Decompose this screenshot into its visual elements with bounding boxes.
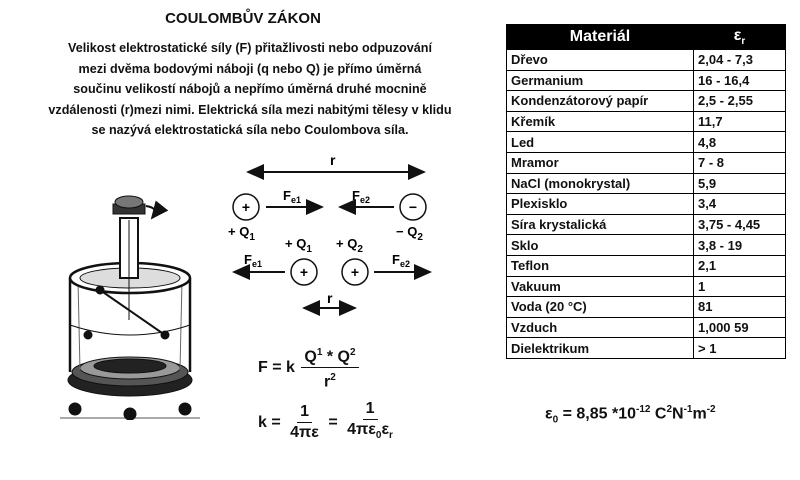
plus-sign: + xyxy=(241,199,251,215)
table-row: Dielektrikum > 1 xyxy=(507,338,786,359)
intro-line: mezi dvěma bodovými náboji (q nebo Q) je přímo úměrná xyxy=(78,61,422,76)
formula-fraction-2: $\frac{1}{4\pi\varepsilon_0\varepsilon_r}$ xyxy=(347,400,393,442)
table-row: Sklo 3,8 - 19 xyxy=(507,235,786,256)
charge-positive-top xyxy=(233,194,259,220)
table-row: Voda (20 °C) 81 xyxy=(507,297,786,318)
table-row: Vakuum 1 xyxy=(507,276,786,297)
q1-label-top: + $Q_1$ xyxy=(228,224,255,243)
force-label-fe2-top: $F_{e2}$ xyxy=(352,188,370,205)
q1-label-bottom: + $Q_1$ xyxy=(285,236,312,255)
force-label-fe2-bottom: $F_{e2}$ xyxy=(392,252,410,269)
charge-positive-bottom-right xyxy=(342,259,368,285)
table-row: Germanium 16 - 16,4 xyxy=(507,70,786,91)
intro-line: Velikost elektrostatické síly (F) přitažlivosti nebo odpuzování xyxy=(68,41,432,55)
page-title: COULOMBŮV ZÁKON xyxy=(165,10,321,27)
formula-lhs: F = k xyxy=(258,359,295,377)
minus-sign: − xyxy=(408,199,418,215)
table-row: Křemík 11,7 xyxy=(507,111,786,132)
charge-positive-bottom-left xyxy=(291,259,317,285)
formula-fraction-1: $\frac{1}{4\pi\varepsilon}$ xyxy=(290,403,319,442)
force-label-fe1-top: $F_{e1}$ xyxy=(283,188,301,205)
table-row: Dřevo 2,04 - 7,3 xyxy=(507,50,786,71)
coulomb-diagram xyxy=(0,150,500,420)
table-header-row xyxy=(507,25,786,50)
table-row: Mramor 7 - 8 xyxy=(507,152,786,173)
header-material: Materiál xyxy=(507,25,694,50)
plus-sign: + xyxy=(299,264,309,280)
table-row: Led 4,8 xyxy=(507,132,786,153)
table-row: NaCl (monokrystal) 5,9 xyxy=(507,173,786,194)
charge-negative-top xyxy=(400,194,426,220)
torsion-balance-illustration xyxy=(60,196,200,420)
permittivity-table xyxy=(506,24,786,359)
r-label-top: r xyxy=(330,152,336,168)
coulomb-formula xyxy=(258,344,361,392)
formula-lhs: k = xyxy=(258,413,281,431)
formula-fraction: $\frac{Q^1 * Q^2}{r^2}$ xyxy=(301,344,358,392)
intro-line: se nazývá elektrostatická síla nebo Coulombova síla. xyxy=(91,123,409,138)
q2-label-bottom: + $Q_2$ xyxy=(336,236,363,255)
table-row: Vzduch 1,000 59 xyxy=(507,317,786,338)
header-epsilon-r: $\varepsilon_r$ xyxy=(694,25,786,50)
table-row: Síra krystalická 3,75 - 4,45 xyxy=(507,214,786,235)
intro-paragraph xyxy=(2,38,498,141)
plus-sign: + xyxy=(350,264,360,280)
vacuum-permittivity-constant: $\varepsilon_0 = 8,85$ $*10^{-12}$ $C^2N^{-1}m^{-2}$ xyxy=(545,404,716,426)
q2-label-top: − $Q_2$ xyxy=(396,224,423,243)
force-label-fe1-bottom: $F_{e1}$ xyxy=(244,252,262,269)
intro-line: vzdálenosti (r)mezi nimi. Elektrická síla mezi nabitými tělesy v klidu xyxy=(48,102,452,117)
intro-line: součinu velikostí nábojů a nepřímo úměrná druhé mocnině xyxy=(73,82,427,97)
table-row: Kondenzátorový papír 2,5 - 2,55 xyxy=(507,91,786,112)
table-row: Teflon 2,1 xyxy=(507,255,786,276)
r-label-bottom: r xyxy=(327,290,333,306)
constant-formula: k = $\frac{1}{4\pi\varepsilon}$ = $\frac{1}{4\pi\varepsilon_0\varepsilon_r}$ xyxy=(258,400,398,445)
table-row: Plexisklo 3,4 xyxy=(507,194,786,215)
